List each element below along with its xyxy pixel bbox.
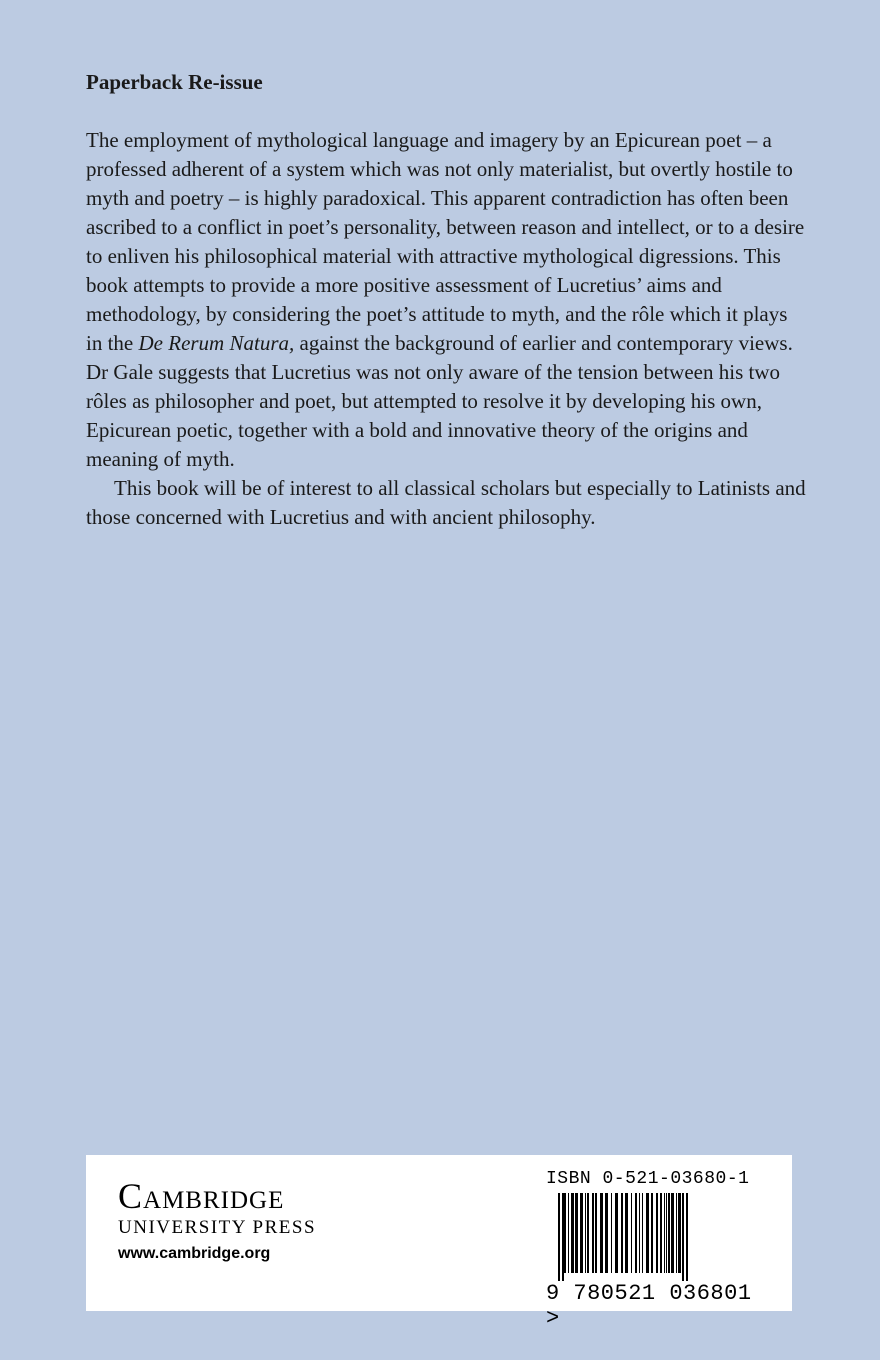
ean-number: 9 780521 036801 > [546, 1281, 752, 1331]
publisher-subtitle: UNIVERSITY PRESS [118, 1217, 317, 1238]
publisher-url[interactable]: www.cambridge.org [118, 1245, 271, 1262]
isbn-block [546, 1169, 776, 1331]
book-description [86, 126, 806, 532]
work-title: De Rerum Natura, [138, 331, 295, 355]
section-heading: Paperback Re-issue [86, 70, 263, 94]
description-paragraph-2: This book will be of interest to all classical scholars but especially to Latinists and those concerned with Lucretius and with ancient philosophy. [86, 476, 806, 529]
description-text: The employment of mythological language and imagery by an Epicurean poet – a professed adherent of a system which was not only materialist, but overtly hostile to myth and poetry – is highly paradoxical. This apparent contradiction has often been ascribed to a conflict in poet’s personality, between reason and intellect, or to a desire to enliven his philosophical material with attractive mythological digressions. This book attempts to provide a more positive assessment of Lucretius’ aims and methodology, by considering the poet’s attitude to myth, and the rôle which it plays in the [86, 128, 805, 355]
publisher-logo [118, 1177, 316, 1263]
publisher-footer [86, 1155, 792, 1331]
barcode-icon [546, 1193, 756, 1281]
description-paragraph-1 [86, 126, 806, 474]
isbn-number: ISBN 0-521-03680-1 [546, 1169, 750, 1189]
description-text: against the background of earlier and contemporary views. Dr Gale suggests that Lucretius was not only aware of the tension between his two rôles as philosopher and poet, but attempted to resolve it by developing his own, Epicurean poetic, together with a bold and innovative theory of the origins and meaning of myth. [86, 331, 793, 471]
publisher-name: Cambridge [118, 1176, 285, 1216]
